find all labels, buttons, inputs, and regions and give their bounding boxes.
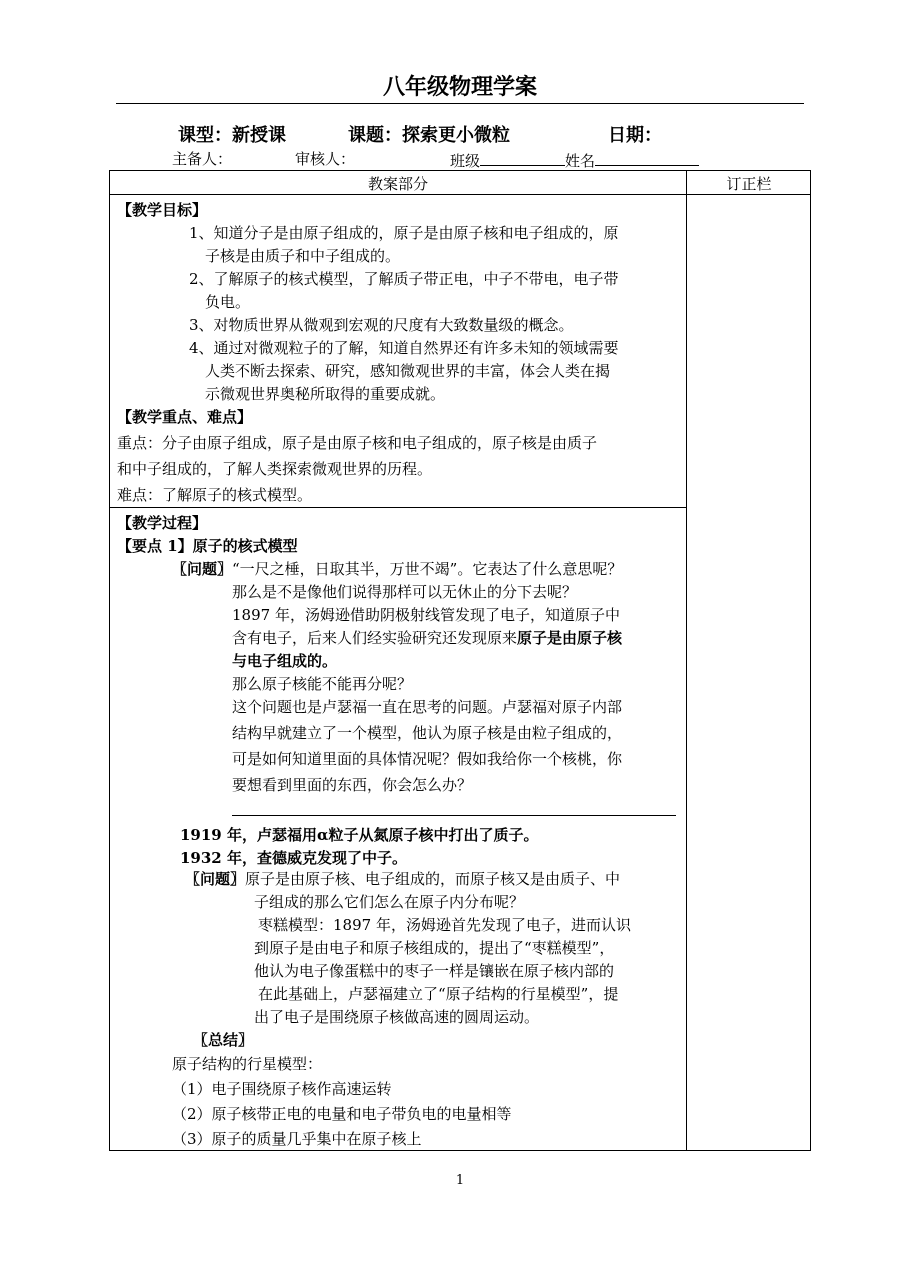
- process-heading: 【教学过程】: [117, 514, 208, 532]
- model-line-1: 枣糕模型：1897 年，汤姆逊首先发现了电子，进而认识: [258, 916, 631, 934]
- para-3-line-4: 要想看到里面的东西，你会怎么办？: [232, 776, 473, 794]
- para-3-line-2: 结构早就建立了一个模型，他认为原子核是由粒子组成的，: [232, 724, 623, 742]
- name-label: 姓名: [565, 152, 596, 170]
- model-line-3: 他认为电子像蛋糕中的枣子一样是镶嵌在原子核内部的: [254, 962, 615, 980]
- lesson-type: 课型：新授课: [178, 125, 286, 146]
- question-1-continuation: 那么是不是像他们说得那样可以无休止的分下去呢？: [232, 583, 578, 601]
- summary-title: 原子结构的行星模型：: [172, 1055, 323, 1073]
- question-1: [172, 558, 622, 579]
- model-line-4: 在此基础上，卢瑟福建立了“原子结构的行星模型”，提: [258, 985, 619, 1003]
- table-column-divider: [686, 170, 687, 1151]
- summary-heading: 〖总结〗: [193, 1031, 254, 1049]
- question-2-tag: 〖问题〗: [185, 870, 246, 888]
- question-2: [185, 868, 620, 889]
- class-blank: [480, 148, 565, 166]
- focus-line-1: 重点：分子由原子组成，原子是由原子核和电子组成的，原子核是由质子: [117, 434, 598, 452]
- para-3-line-1: 这个问题也是卢瑟福一直在思考的问题。卢瑟福对原子内部: [232, 698, 623, 716]
- reviewer-label: 审核人：: [295, 150, 356, 168]
- column-header-correction: 订正栏: [726, 175, 772, 193]
- objective-4-line-3: 示微观世界奥秘所取得的重要成就。: [205, 385, 446, 403]
- class-field: [450, 148, 699, 171]
- fact-1919: 1919 年，卢瑟福用α粒子从氮原子核中打出了质子。: [180, 826, 539, 844]
- objective-4-line-2: 人类不断去探索、研究，感知微观世界的丰富，体会人类在揭: [205, 362, 611, 380]
- fact-1932: 1932 年，查德威克发现了中子。: [180, 849, 407, 867]
- para-1-line-2-bold: 原子是由原子核: [517, 629, 623, 647]
- focus-line-2: 和中子组成的，了解人类探索微观世界的历程。: [117, 460, 433, 478]
- question-1-tag: 〖问题〗: [172, 560, 233, 578]
- model-line-5: 出了电子是围绕原子核做高速的圆周运动。: [254, 1008, 540, 1026]
- para-3-line-3: 可是如何知道里面的具体情况呢？假如我给你一个核桃，你: [232, 750, 623, 768]
- table-header-divider: [109, 194, 811, 195]
- difficulty: 难点：了解原子的核式模型。: [117, 486, 313, 504]
- section-divider: [109, 507, 687, 508]
- name-blank: [595, 148, 699, 166]
- objectives-heading: 【教学目标】: [117, 201, 208, 219]
- summary-item-2: （2）原子核带正电的电量和电子带负电的电量相等: [172, 1105, 512, 1123]
- preparer-label: 主备人：: [172, 150, 233, 168]
- objective-2-line-1: 2、了解原子的核式模型，了解质子带正电，中子不带电，电子带: [189, 270, 619, 288]
- question-1-text: “一尺之棰，日取其半，万世不竭”。它表达了什么意思呢？: [232, 560, 623, 578]
- model-line-2: 到原子是由电子和原子核组成的，提出了“枣糕模型”，: [254, 939, 615, 957]
- para-1-line-2: [232, 627, 622, 648]
- para-1-line-1: 1897 年，汤姆逊借助阴极射线管发现了电子，知道原子中: [232, 606, 620, 624]
- key-points-heading: 【教学重点、难点】: [117, 408, 253, 426]
- point-1-heading: 【要点 1】原子的核式模型: [117, 537, 298, 555]
- title-divider: [116, 103, 804, 104]
- objective-1-line-2: 子核是由质子和中子组成的。: [205, 247, 401, 265]
- summary-item-3: （3）原子的质量几乎集中在原子核上: [172, 1130, 422, 1148]
- objective-2-line-2: 负电。: [205, 293, 251, 311]
- objective-4-line-1: 4、通过对微观粒子的了解，知道自然界还有许多未知的领域需要: [189, 339, 619, 357]
- para-1-line-2-text: 含有电子，后来人们经实验研究还发现原来: [232, 629, 518, 647]
- question-2-text: 原子是由原子核、电子组成的，而原子核又是由质子、中: [245, 870, 621, 888]
- objective-1-line-1: 1、知道分子是由原子组成的，原子是由原子核和电子组成的，原: [189, 224, 619, 242]
- column-header-main: 教案部分: [367, 175, 428, 193]
- objective-3: 3、对物质世界从微观到宏观的尺度有大致数量级的概念。: [189, 316, 574, 334]
- lesson-topic: 课题：探索更小微粒: [348, 125, 510, 146]
- answer-line: [232, 815, 676, 816]
- question-2-continuation: 子组成的那么它们怎么在原子内分布呢？: [254, 893, 525, 911]
- date-label: 日期：: [608, 125, 662, 146]
- class-label: 班级: [450, 152, 481, 170]
- summary-item-1: （1）电子围绕原子核作高速运转: [172, 1080, 392, 1098]
- para-2: 那么原子核能不能再分呢？: [232, 675, 413, 693]
- page-title: 八年级物理学案: [382, 75, 537, 100]
- page-number: 1: [455, 1173, 465, 1188]
- para-1-line-3: 与电子组成的。: [232, 652, 338, 670]
